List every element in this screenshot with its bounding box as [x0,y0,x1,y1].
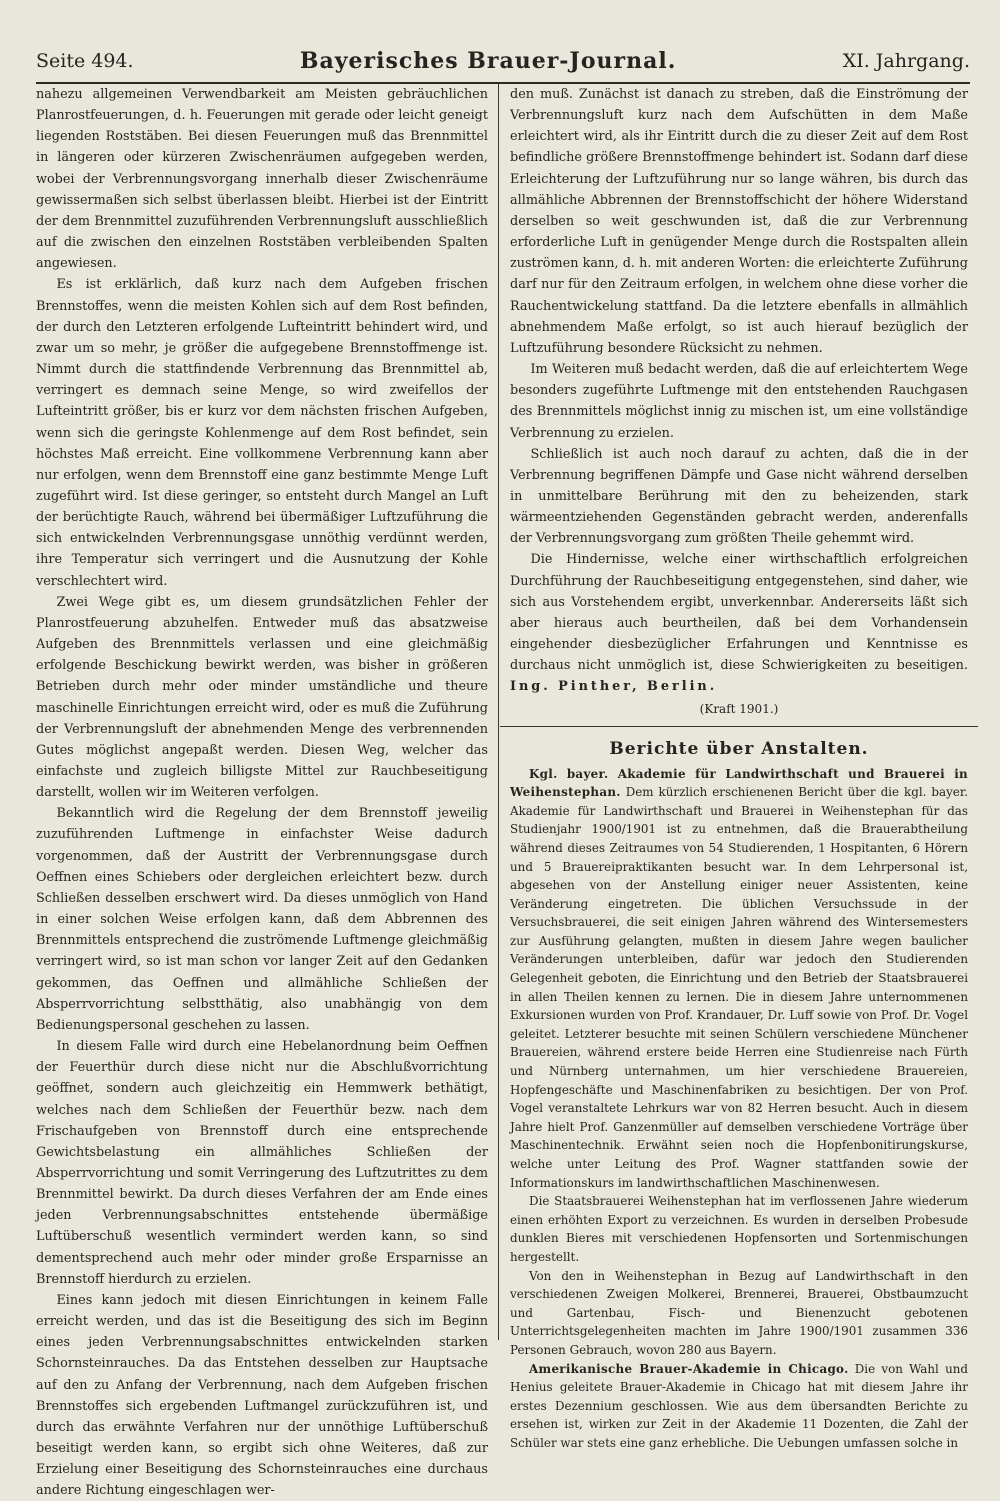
report-paragraph [510,765,968,1193]
paragraph: Eines kann jedoch mit diesen Einrichtungen in keinem Falle erreicht werden, und das ist die Beseitigung des sich im Beginn eines jeden Verbrennungsabschnittes entwickelnden starken Schornsteinrauches. Da das Entstehen desselben zur Hauptsache auf den zu Anfang der Verbrennung, nach dem Aufgeben frischen Brennstoffes sich ergebenden Luftmangel zurückzuführen ist, und durch das erwähnte Verfahren nur der unnöthige Luftüberschuß beseitigt werden kann, so ergibt sich ohne Weiteres, daß zur Erzielung einer Beseitigung des Schornsteinrauches eine durchaus andere Richtung eingeschlagen wer- [36,1292,488,1499]
volume-label: XI. Jahrgang. [842,50,970,72]
paragraph: Zwei Wege gibt es, um diesem grundsätzlichen Fehler der Planrostfeuerung abzuhelfen. Entweder muß das absatzweise Aufgeben des Brennmittels verlassen und eine gleichmäßig erfolgende Beschickung bewirkt werden, was bisher in größeren Betrieben durch mehr oder minder umständliche und theure maschinelle Einrichtungen erreicht wird, oder es muß die Zuführung der Verbrennungsluft der abnehmenden Menge des verbrennenden Gutes möglichst angepaßt werden. Diesen Weg, welcher das einfachste und zugleich billigste Mittel zur Rauchbeseitigung darstellt, wollen wir im Weiteren verfolgen. [36,594,488,801]
page-header [36,40,970,84]
report-text: Dem kürzlich erschienenen Bericht über die kgl. bayer. Akademie für Landwirthschaft und Brauerei in Weihenstephan für das Studienjahr 1900/1901 ist zu entnehmen, daß die Brauerabtheilung während dieses Zeitraumes von 54 Studierenden, 1 Hospitanten, 6 Hörern und 5 Brauereipraktikanten besucht war. In dem Lehrpersonal ist, abgesehen von der Anstellung einiger neuer Assistenten, keine Veränderung eingetreten. Die üblichen Versuchssude in der Versuchsbrauerei, die seit einigen Jahren während des Wintersemesters zur Ausführung gelangten, mußten in diesem Jahre wegen baulicher Veränderungen unterbleiben, dafür war jedoch den Studierenden Gelegenheit geboten, die Einrichtung und den Betrieb der Staatsbrauerei in allen Theilen kennen zu lernen. Die in diesem Jahre unternommenen Exkursionen wurden von Prof. Krandauer, Dr. Luff sowie von Prof. Dr. Vogel geleitet. Letzterer besuchte mit seinen Schülern verschiedene Münchener Brauereien, während erstere beide Herren eine Studienreise nach Fürth und Nürnberg unternahmen, um hier verschiedene Brauereien, Hopfengeschäfte und Maschinenfabriken zu besichtigen. Der von Prof. Vogel veranstaltete Lehrkurs war von 82 Herren besucht. Auch in diesem Jahre hielt Prof. Ganzenmüller auf demselben verschiedene Vorträge über Maschinentechnik. Erwähnt seien noch die Hopfenbonitirungskurse, welche unter Leitung des Prof. Wagner stattfanden sowie der Informationskurs im landwirthschaftlichen Maschinenwesen. [510,785,968,1190]
paragraph-text: Die Hindernisse, welche einer wirthschaftlich erfolgreichen Durchführung der Rauchbeseitigung entgegenstehen, sind daher, wie sich aus Vorstehendem ergibt, unverkennbar. Andererseits läßt sich aber hieraus auch beurtheilen, daß bei dem Vorhandensein eingehender diesbezüglicher Erfahrungen und Kenntnisse es durchaus nicht unmöglich ist, diese Schwierigkeiten zu beseitigen. [510,552,968,674]
journal-title: Bayerisches Brauer-Journal. [299,48,677,74]
page-number: Seite 494. [36,50,134,72]
report-heading: Kgl. bayer. Akademie für Landwirthschaft und Brauerei in Weihenstephan. [510,766,968,800]
paragraph: Schließlich ist auch noch darauf zu achten, daß die in der Verbrennung begriffenen Dämpfe und Gase nicht während derselben in unmittelbare Berührung mit den zu beheizenden, stark wärmeentziehenden Gegenständen gebracht werden, anderenfalls der Verbrennungsvorgang zum größten Theile gehemmt wird. [510,446,968,547]
left-column [36,84,488,1501]
article-source: (Kraft 1901.) [699,701,779,716]
right-column [510,84,968,1453]
report-paragraph [510,1360,968,1453]
paragraph: nahezu allgemeinen Verwendbarkeit am Meisten gebräuchlichen Planrostfeuerungen, d. h. Feuerungen mit gerade oder leicht geneigt liegenden Roststäben. Bei diesen Feuerungen muß das Brennmittel in längeren oder kürzeren Zwischenräumen aufgegeben werden, wobei der Verbrennungsvorgang innerhalb dieser Zwischenräume gewissermaßen sich selbst überlassen bleibt. Hierbei ist der Eintritt der dem Brennmittel zuzuführenden Verbrennungsluft ausschließlich auf die zwischen den einzelnen Roststäben verbleibenden Spalten angewiesen. [36,87,488,272]
section-title: Berichte über Anstalten. [609,738,869,759]
paragraph [510,549,968,697]
reports-section [510,765,968,1453]
report-heading: Amerikanische Brauer-Akademie in Chicago. [529,1361,849,1376]
column-divider [498,84,499,1340]
paragraph: Im Weiteren muß bedacht werden, daß die auf erleichtertem Wege besonders zugeführte Luftmenge mit den entstehenden Rauchgasen des Brennmittels möglichst innig zu mischen ist, um eine vollständige Verbrennung zu erzielen. [510,362,968,441]
report-paragraph: Von den in Weihenstephan in Bezug auf Landwirthschaft in den verschiedenen Zweigen Molkerei, Brennerei, Brauerei, Obstbaumzucht und Gartenbau, Fisch- und Bienenzucht gebotenen Unterrichtsgelegenheiten machten im Jahre 1900/1901 zusammen 336 Personen Gebrauch, wovon 280 aus Bayern. [510,1268,968,1357]
article-author: Ing. Pinther, Berlin. [510,679,718,695]
section-divider [500,726,978,727]
paragraph: Bekanntlich wird die Regelung der dem Brennstoff jeweilig zuzuführenden Luftmenge in einfachster Weise dadurch vorgenommen, daß der Austritt der Verbrennungsgase durch Oeffnen eines Schiebers oder dergleichen erleichtert bezw. durch Schließen desselben erschwert wird. Da dieses unmöglich von Hand in einer solchen Weise erfolgen kann, daß dem Abbrennen des Brennmittels entsprechend die zuströmende Luftmenge gleichmäßig verringert wird, so ist man schon vor langer Zeit auf den Gedanken gekommen, das Oeffnen und allmähliche Schließen der Absperrvorrichtung selbstthätig, also unabhängig von dem Bedienungspersonal geschehen zu lassen. [36,806,488,1033]
paragraph: In diesem Falle wird durch eine Hebelanordnung beim Oeffnen der Feuerthür durch diese nicht nur die Abschlußvorrichtung geöffnet, sondern auch gleichzeitig ein Hemmwerk bethätigt, welches nach dem Schließen der Feuerthür bezw. nach dem Frischaufgeben von Brennstoff durch eine entsprechende Gewichtsbelastung ein allmähliches Schließen der Absperrvorrichtung und somit Verringerung des Luftzutrittes zu dem Brennmittel bewirkt. Da durch dieses Verfahren der am Ende eines jeden Verbrennungsabschnittes entstehende übermäßige Luftüberschuß wesentlich vermindert werden kann, so sind dementsprechend auch mehr oder minder große Ersparnisse an Brennstoff hierdurch zu erzielen. [36,1039,488,1287]
report-paragraph: Die Staatsbrauerei Weihenstephan hat im verflossenen Jahre wiederum einen erhöhten Export zu verzeichnen. Es wurden in derselben Probesude dunklen Bieres mit verschiedenen Hopfensorten und Sortenmischungen hergestellt. [510,1194,968,1264]
paragraph: Es ist erklärlich, daß kurz nach dem Aufgeben frischen Brennstoffes, wenn die meisten Kohlen sich auf dem Rost befinden, der durch den Letzteren erfolgende Lufteintritt behindert wird, und zwar um so mehr, je größer die aufgegebene Brennstoffmenge ist. Nimmt durch die stattfindende Verbrennung das Brennmittel ab, verringert es demnach seine Menge, so wird zweifellos der Lufteintritt größer, bis er kurz vor dem nächsten frischen Aufgeben, wenn sich die geringste Kohlenmenge auf dem Rost befindet, sein höchstes Maß erreicht. Eine vollkommene Verbrennung kann aber nur erfolgen, wenn dem Brennstoff eine ganz bestimmte Menge Luft zugeführt wird. Ist diese geringer, so entsteht durch Mangel an Luft der berüchtigte Rauch, während bei übermäßiger Luftzuführung die sich entwickelnden Verbrennungsgase unnöthig verdünnt werden, ihre Temperatur sich verringert und die Ausnutzung der Kohle verschlechtert wird. [36,277,488,589]
paragraph: den muß. Zunächst ist danach zu streben, daß die Einströmung der Verbrennungsluft kurz nach dem Aufschütten in dem Maße erleichtert wird, als ihr Eintritt durch die zu dieser Zeit auf dem Rost befindliche größere Brennstoffmenge behindert ist. Sodann darf diese Erleichterung der Luftzuführung nur so lange währen, bis durch das allmähliche Abbrennen der Brennstoffschicht der höhere Widerstand derselben so weit geschwunden ist, daß die zur Verbrennung erforderliche Luft in genügender Menge durch die Rostspalten allein zuströmen kann, d. h. mit anderen Worten: die erleichterte Zuführung darf nur für den Zeitraum erfolgen, in welchem ohne diese vorher die Rauchentwickelung stattfand. Da die letztere ebenfalls in allmählich abnehmendem Maße erfolgt, so ist auch hierauf bezüglich der Luftzuführung besondere Rücksicht zu nehmen. [510,87,968,356]
report-text: Die von Wahl und Henius geleitete Brauer-Akademie in Chicago hat mit diesem Jahre ihr erstes Dezennium geschlossen. Wie aus dem übersandten Berichte zu ersehen ist, wirken zur Zeit in der Akademie 11 Dozenten, die Zahl der Schüler war stets eine ganz erhebliche. Die Uebungen umfassen solche in [510,1361,968,1450]
